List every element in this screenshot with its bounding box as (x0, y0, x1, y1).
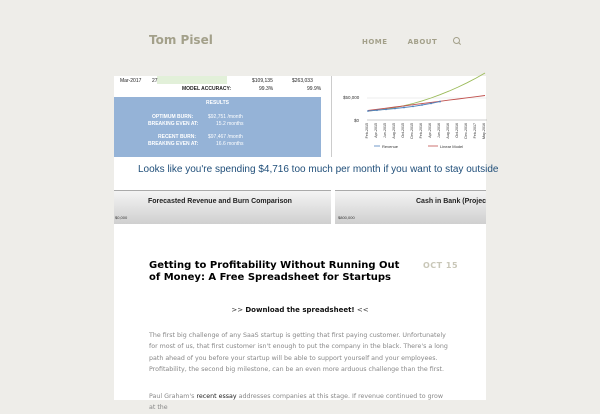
nav-home-link[interactable]: HOME (362, 37, 388, 46)
revenue-point (394, 108, 396, 110)
breakeven-2-value: 16.6 months (216, 141, 244, 147)
optimum-burn-label: OPTIMUM BURN: (152, 114, 194, 120)
x-tick-label: Feb-2017 (473, 123, 477, 139)
sheet-value-a: $109,135 (252, 78, 273, 84)
post-date: OCT 15 (423, 261, 459, 270)
mini-chart-x-labels (365, 123, 486, 139)
highlight-cell (157, 76, 227, 84)
revenue-point (376, 109, 378, 111)
x-tick-label: Dec-2016 (464, 123, 468, 139)
optimum-burn-value: $92,751 /month (208, 114, 243, 120)
forecast-chart-tick: $0,000 (115, 215, 128, 220)
site-title[interactable]: Tom Pisel (149, 33, 213, 47)
results-header: RESULTS (206, 100, 229, 106)
x-tick-label: Apr-2015 (374, 123, 378, 138)
post-title[interactable]: Getting to Profitability Without Running Out of Money: A Free Spreadsheet for Startups (149, 260, 400, 283)
download-callout (114, 306, 486, 314)
download-prefix: >> (231, 306, 246, 314)
post-paragraph-1: The first big challenge of any SaaS startup is getting that first paying customer. Unfortunately for most of us, that first customer isn't enough to put the company in the black. There's a long path ahead of you before your startup will be able to support yourself and your employees. Profitability, the second big milestone, can be an even more arduous challenge than the first. (149, 332, 448, 373)
main-nav (362, 37, 462, 46)
revenue-point (412, 105, 414, 107)
x-tick-label: Apr-2016 (428, 123, 432, 138)
featured-image (114, 76, 499, 224)
x-tick-label: Jun-2016 (437, 123, 441, 138)
forecast-chart-title: Forecasted Revenue and Burn Comparison (148, 198, 292, 205)
mini-chart-y-bottom: $0 (354, 118, 360, 123)
sheet-value-b: $263,033 (292, 78, 313, 84)
nav-about-link[interactable]: ABOUT (407, 37, 438, 46)
accuracy-a: 99.3% (259, 86, 274, 92)
revenue-point (439, 101, 441, 103)
x-tick-label: Oct-2015 (401, 123, 405, 138)
x-tick-label: May-2016 (482, 123, 486, 139)
x-tick-label: Dec-2015 (410, 123, 414, 139)
x-tick-label: Feb-2016 (419, 123, 423, 139)
revenue-point (403, 107, 405, 109)
post-paragraph-2 (149, 391, 451, 414)
breakeven-1-label: BREAKING EVEN AT: (148, 121, 199, 127)
revenue-point (430, 103, 432, 105)
revenue-mini-chart (331, 76, 486, 157)
mini-chart-y-top: $50,000 (343, 95, 360, 100)
legend-model: Linear Model (440, 144, 464, 149)
x-tick-label: Oct-2016 (455, 123, 459, 138)
overspend-message: Looks like you're spending $4,716 too much per month if you want to stay outside (138, 164, 499, 175)
x-tick-label: Jun-2015 (383, 123, 387, 138)
cash-chart-title: Cash in Bank (Projec (416, 198, 487, 205)
accuracy-b: 99.9% (307, 86, 322, 92)
forecast-chart-header (114, 190, 331, 224)
breakeven-1-value: 15.2 months (216, 121, 244, 127)
results-panel (114, 97, 321, 157)
x-tick-label: Aug-2015 (392, 123, 396, 139)
x-tick-label: Aug-2016 (446, 123, 450, 139)
spreadsheet-summary (114, 76, 321, 96)
download-spreadsheet-link[interactable]: Download the spreadsheet! (245, 306, 355, 314)
breakeven-2-label: BREAKING EVEN AT: (148, 141, 199, 147)
revenue-point (367, 110, 369, 112)
search-icon[interactable] (453, 37, 462, 46)
p2-prefix: Paul Graham's (149, 393, 197, 400)
recent-burn-label: RECENT BURN: (158, 134, 197, 140)
cash-chart-header (335, 190, 486, 224)
sheet-month: Mar-2017 (120, 78, 142, 84)
revenue-point (385, 109, 387, 111)
x-tick-label: Feb-2015 (365, 123, 369, 139)
cash-chart-tick: $800,000 (338, 215, 355, 220)
post-card (114, 224, 486, 412)
recent-essay-link[interactable]: recent essay (196, 393, 237, 400)
download-suffix: << (354, 306, 369, 314)
revenue-point (421, 104, 423, 106)
p2-suffix: addresses companies at this stage. If revenue continued to grow at the (149, 393, 444, 412)
recent-burn-value: $97,467 /month (208, 134, 243, 140)
revenue-mini-chart-svg (332, 76, 487, 157)
accuracy-label: MODEL ACCURACY: (182, 86, 232, 92)
sheet-month-value: 27 (152, 78, 158, 84)
mini-chart-fit-line (368, 73, 485, 111)
legend-revenue: Revenue (382, 144, 399, 149)
